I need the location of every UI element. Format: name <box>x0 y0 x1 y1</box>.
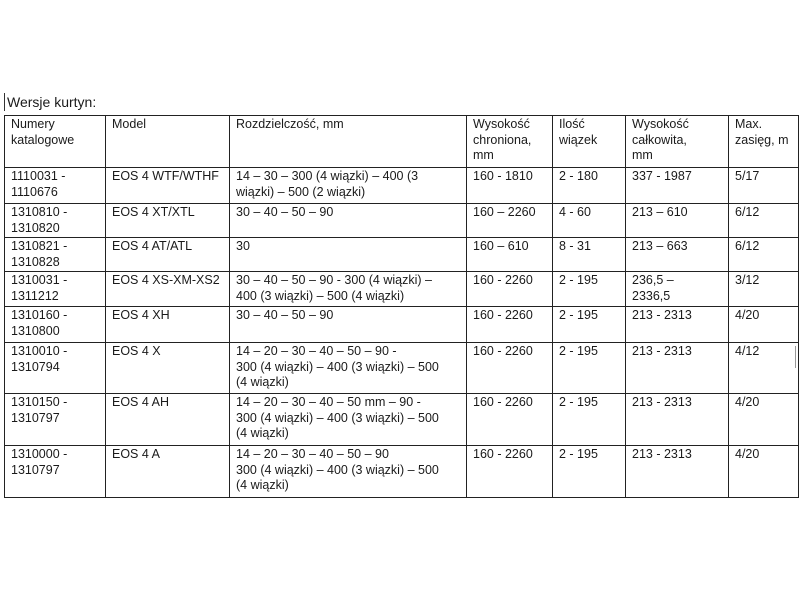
cell-model: EOS 4 AT/ATL <box>106 238 230 272</box>
table-row <box>5 446 799 498</box>
cell-total-height: 236,5 – 2336,5 <box>626 272 729 307</box>
cell-model: EOS 4 WTF/WTHF <box>106 168 230 204</box>
cell-max-range: 4/20 <box>729 446 799 498</box>
cell-model: EOS 4 XT/XTL <box>106 204 230 238</box>
cell-total-height: 213 - 2313 <box>626 307 729 343</box>
cell-beam-count: 2 - 195 <box>553 343 626 394</box>
cell-max-range: 4/20 <box>729 394 799 446</box>
cell-total-height: 213 - 2313 <box>626 343 729 394</box>
cell-resolution: 14 – 20 – 30 – 40 – 50 mm – 90 - 300 (4 wiązki) – 400 (3 wiązki) – 500 (4 wiązki) <box>230 394 467 446</box>
cell-protected-height: 160 - 2260 <box>467 307 553 343</box>
cell-model: EOS 4 A <box>106 446 230 498</box>
table-header-row <box>5 116 799 168</box>
cell-resolution: 30 – 40 – 50 – 90 <box>230 204 467 238</box>
header-beam-count: Ilość wiązek <box>553 116 626 168</box>
cell-max-range: 4/20 <box>729 307 799 343</box>
cell-max-range: 3/12 <box>729 272 799 307</box>
cell-protected-height: 160 – 610 <box>467 238 553 272</box>
cell-catalog-numbers: 1110031 - 1110676 <box>5 168 106 204</box>
cell-total-height: 213 - 2313 <box>626 446 729 498</box>
cell-catalog-numbers: 1310150 - 1310797 <box>5 394 106 446</box>
table-row <box>5 272 799 307</box>
cell-max-range: 4/12 <box>729 343 799 394</box>
cell-protected-height: 160 – 2260 <box>467 204 553 238</box>
header-total-height: Wysokość całkowita, mm <box>626 116 729 168</box>
cell-model: EOS 4 AH <box>106 394 230 446</box>
cell-max-range: 5/17 <box>729 168 799 204</box>
cell-protected-height: 160 - 2260 <box>467 394 553 446</box>
cell-resolution: 30 – 40 – 50 – 90 - 300 (4 wiązki) – 400 (3 wiązki) – 500 (4 wiązki) <box>230 272 467 307</box>
header-max-range: Max. zasięg, m <box>729 116 799 168</box>
table-row <box>5 307 799 343</box>
cell-beam-count: 2 - 195 <box>553 394 626 446</box>
cell-model: EOS 4 XH <box>106 307 230 343</box>
header-resolution: Rozdzielczość, mm <box>230 116 467 168</box>
cell-catalog-numbers: 1310160 - 1310800 <box>5 307 106 343</box>
cell-total-height: 337 - 1987 <box>626 168 729 204</box>
table-row <box>5 238 799 272</box>
cell-catalog-numbers: 1310000 - 1310797 <box>5 446 106 498</box>
cell-total-height: 213 – 610 <box>626 204 729 238</box>
cell-beam-count: 4 - 60 <box>553 204 626 238</box>
cell-total-height: 213 – 663 <box>626 238 729 272</box>
cell-catalog-numbers: 1310010 - 1310794 <box>5 343 106 394</box>
cell-total-height: 213 - 2313 <box>626 394 729 446</box>
cell-resolution: 14 – 30 – 300 (4 wiązki) – 400 (3 wiązki) – 500 (2 wiązki) <box>230 168 467 204</box>
cell-max-range: 6/12 <box>729 238 799 272</box>
cell-resolution: 30 – 40 – 50 – 90 <box>230 307 467 343</box>
header-protected-height: Wysokość chroniona, mm <box>467 116 553 168</box>
cell-resolution: 14 – 20 – 30 – 40 – 50 – 90 - 300 (4 wiązki) – 400 (3 wiązki) – 500 (4 wiązki) <box>230 343 467 394</box>
table-row <box>5 168 799 204</box>
table-row <box>5 204 799 238</box>
cell-resolution: 14 – 20 – 30 – 40 – 50 – 90 300 (4 wiązki) – 400 (3 wiązki) – 500 (4 wiązki) <box>230 446 467 498</box>
cell-protected-height: 160 - 2260 <box>467 272 553 307</box>
curtain-versions-table <box>4 115 799 498</box>
cell-resolution: 30 <box>230 238 467 272</box>
cell-catalog-numbers: 1310810 - 1310820 <box>5 204 106 238</box>
cell-model: EOS 4 XS-XM-XS2 <box>106 272 230 307</box>
cell-max-range: 6/12 <box>729 204 799 238</box>
cell-protected-height: 160 - 2260 <box>467 343 553 394</box>
table-row <box>5 343 799 394</box>
cell-protected-height: 160 - 1810 <box>467 168 553 204</box>
cell-protected-height: 160 - 2260 <box>467 446 553 498</box>
cell-beam-count: 8 - 31 <box>553 238 626 272</box>
table-row <box>5 394 799 446</box>
header-model: Model <box>106 116 230 168</box>
cell-beam-count: 2 - 195 <box>553 446 626 498</box>
cell-catalog-numbers: 1310031 - 1311212 <box>5 272 106 307</box>
table-caption: Wersje kurtyn: <box>4 93 96 111</box>
cell-catalog-numbers: 1310821 - 1310828 <box>5 238 106 272</box>
cell-beam-count: 2 - 195 <box>553 272 626 307</box>
cell-model: EOS 4 X <box>106 343 230 394</box>
page-edge-mark <box>795 346 796 368</box>
cell-beam-count: 2 - 195 <box>553 307 626 343</box>
cell-beam-count: 2 - 180 <box>553 168 626 204</box>
header-catalog-numbers: Numery katalogowe <box>5 116 106 168</box>
